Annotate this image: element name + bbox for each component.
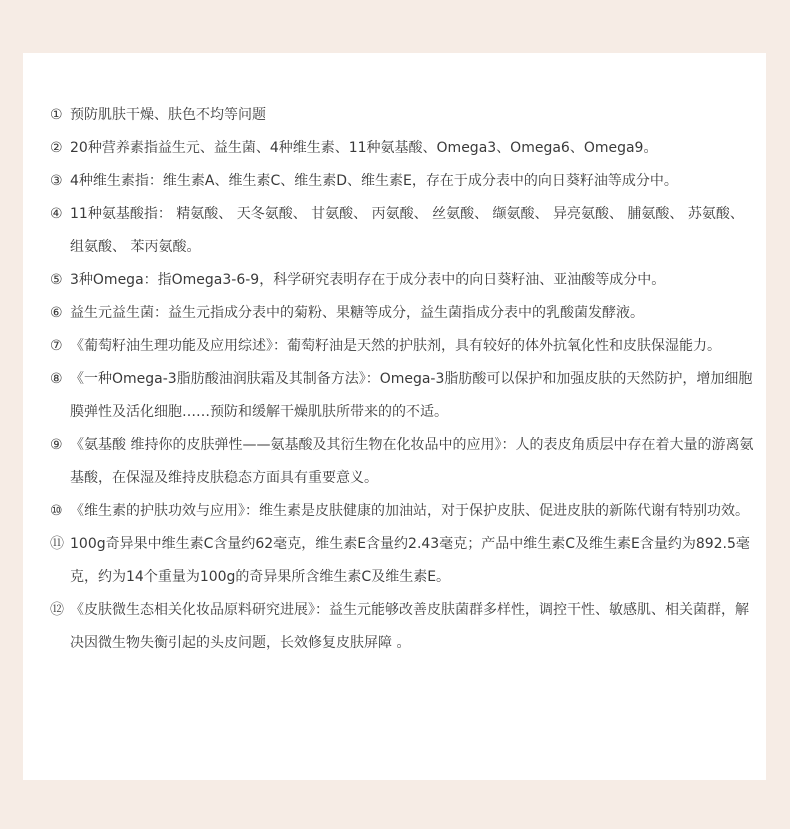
note-number: ⑪ bbox=[50, 536, 64, 552]
note-item-5 bbox=[50, 264, 756, 297]
note-item-10 bbox=[50, 495, 756, 528]
note-item-9 bbox=[50, 429, 756, 495]
note-text: 4种维生素指：维生素A、维生素C、维生素D、维生素E，存在于成分表中的向日葵籽油等成分中。 bbox=[70, 173, 678, 189]
notes-list bbox=[50, 99, 756, 660]
note-item-2 bbox=[50, 132, 756, 165]
note-text: 《氨基酸 维持你的皮肤弹性——氨基酸及其衍生物在化妆品中的应用》：人的表皮角质层中存在着大量的游离氨基酸，在保湿及维持皮肤稳态方面具有重要意义。 bbox=[70, 437, 754, 486]
note-number: ⑨ bbox=[50, 437, 63, 453]
note-number: ⑫ bbox=[50, 602, 64, 618]
note-number: ③ bbox=[50, 173, 63, 189]
note-text: 益生元益生菌：益生元指成分表中的菊粉、果糖等成分，益生菌指成分表中的乳酸菌发酵液。 bbox=[70, 305, 644, 321]
note-number: ⑧ bbox=[50, 371, 63, 387]
note-item-8 bbox=[50, 363, 756, 429]
note-text: 3种Omega：指Omega3-6-9，科学研究表明存在于成分表中的向日葵籽油、亚油酸等成分中。 bbox=[70, 272, 666, 288]
note-item-12 bbox=[50, 594, 756, 660]
note-text: 《一种Omega-3脂肪酸油润肤霜及其制备方法》：Omega-3脂肪酸可以保护和加强皮肤的天然防护，增加细胞膜弹性及活化细胞……预防和缓解干燥肌肤所带来的的不适。 bbox=[70, 371, 753, 420]
note-number: ⑩ bbox=[50, 503, 63, 519]
note-text: 20种营养素指益生元、益生菌、4种维生素、11种氨基酸、Omega3、Omega6、Omega9。 bbox=[70, 140, 658, 156]
note-item-6 bbox=[50, 297, 756, 330]
note-number: ① bbox=[50, 107, 63, 123]
note-item-7 bbox=[50, 330, 756, 363]
note-number: ② bbox=[50, 140, 63, 156]
note-number: ④ bbox=[50, 206, 63, 222]
note-item-11 bbox=[50, 528, 756, 594]
note-text: 《维生素的护肤功效与应用》：维生素是皮肤健康的加油站，对于保护皮肤、促进皮肤的新陈代谢有特别功效。 bbox=[70, 503, 749, 519]
note-text: 《皮肤微生态相关化妆品原料研究进展》：益生元能够改善皮肤菌群多样性，调控干性、敏感肌、相关菌群，解决因微生物失衡引起的头皮问题，长效修复皮肤屏障 。 bbox=[70, 602, 749, 651]
note-text: 11种氨基酸指： 精氨酸、 天冬氨酸、 甘氨酸、 丙氨酸、 丝氨酸、 缬氨酸、 异亮氨酸、 脯氨酸、 苏氨酸、 组氨酸、 苯丙氨酸。 bbox=[70, 206, 744, 255]
note-text: 预防肌肤干燥、肤色不均等问题 bbox=[70, 107, 266, 123]
note-text: 100g奇异果中维生素C含量约62毫克，维生素E含量约2.43毫克；产品中维生素C及维生素E含量约为892.5毫克，约为14个重量为100g的奇异果所含维生素C及维生素E。 bbox=[70, 536, 750, 585]
note-item-1 bbox=[50, 99, 756, 132]
notes-card bbox=[23, 53, 766, 780]
note-item-3 bbox=[50, 165, 756, 198]
note-item-4 bbox=[50, 198, 756, 264]
note-text: 《葡萄籽油生理功能及应用综述》：葡萄籽油是天然的护肤剂，具有较好的体外抗氧化性和皮肤保湿能力。 bbox=[70, 338, 721, 354]
note-number: ⑦ bbox=[50, 338, 63, 354]
note-number: ⑤ bbox=[50, 272, 63, 288]
note-number: ⑥ bbox=[50, 305, 63, 321]
